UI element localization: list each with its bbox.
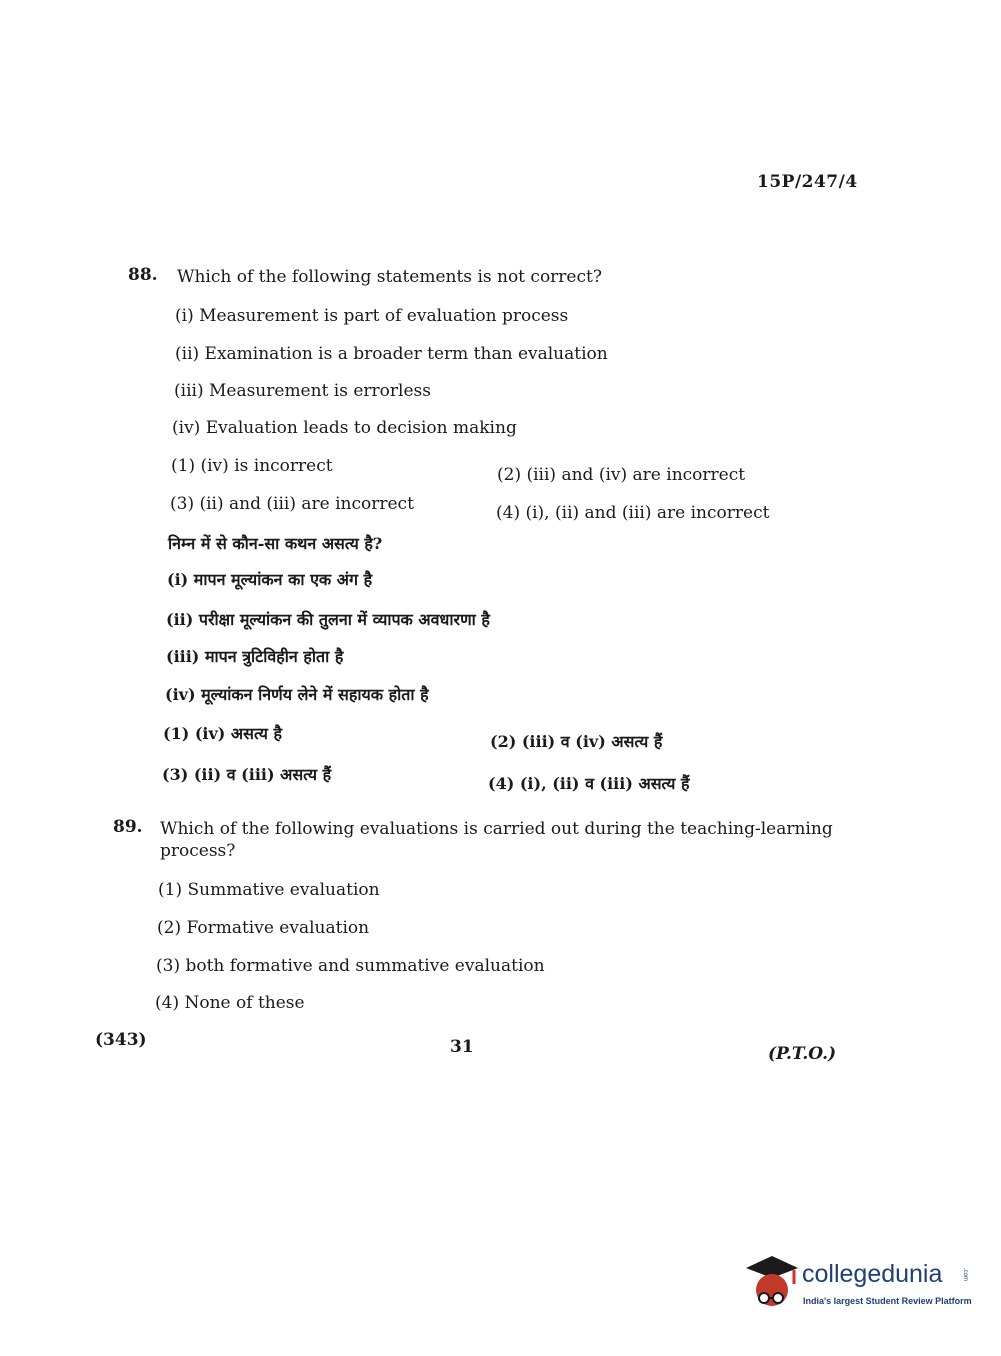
question-88-text: Which of the following statements is not correct? [177,267,602,287]
question-89-number: 89. [113,817,143,837]
q88-statement-4: (iv) Evaluation leads to decision making [172,418,517,438]
q88-hindi-option-1: (1) (iv) असत्य है [163,724,282,743]
q88-hindi-statement-3: (iii) मापन त्रुटिविहीन होता है [166,647,344,666]
q89-option-2: (2) Formative evaluation [157,918,370,938]
q88-option-1: (1) (iv) is incorrect [171,456,333,476]
collegedunia-logo [742,1250,972,1320]
paper-code: 15P/247/4 [757,172,858,192]
logo-suffix: .com [962,1268,968,1282]
question-89-text-line2: process? [160,841,236,861]
q88-statement-3: (iii) Measurement is errorless [174,381,431,401]
footer-code: (343) [95,1030,147,1050]
q88-hindi-statement-1: (i) मापन मूल्यांकन का एक अंग है [167,570,373,589]
q88-hindi-question: निम्न में से कौन-सा कथन असत्य है? [168,534,383,553]
q88-option-3: (3) (ii) and (iii) are incorrect [170,494,414,514]
q89-option-4: (4) None of these [155,993,305,1013]
logo-name: collegedunia [802,1260,943,1288]
q88-option-4: (4) (i), (ii) and (iii) are incorrect [496,503,770,523]
logo-tagline: India's largest Student Review Platform [803,1296,972,1306]
q88-statement-2: (ii) Examination is a broader term than evaluation [175,344,608,364]
q88-hindi-option-2: (2) (iii) व (iv) असत्य हैं [490,732,663,751]
q88-hindi-option-3: (3) (ii) व (iii) असत्य हैं [162,765,332,784]
question-88-number: 88. [128,265,158,285]
q88-statement-1: (i) Measurement is part of evaluation process [175,306,569,326]
q89-option-1: (1) Summative evaluation [158,880,380,900]
question-89-text-line1: Which of the following evaluations is carried out during the teaching-learning [160,819,833,839]
page-number: 31 [450,1037,474,1057]
q88-option-2: (2) (iii) and (iv) are incorrect [497,465,746,485]
q88-hindi-statement-2: (ii) परीक्षा मूल्यांकन की तुलना में व्यापक अवधारणा है [166,610,490,629]
q88-hindi-statement-4: (iv) मूल्यांकन निर्णय लेने में सहायक होता है [165,685,429,704]
pto-label: (P.T.O.) [768,1044,837,1064]
q89-option-3: (3) both formative and summative evaluation [156,956,545,976]
q88-hindi-option-4: (4) (i), (ii) व (iii) असत्य हैं [488,774,690,793]
logo-mascot-icon [742,1250,800,1314]
